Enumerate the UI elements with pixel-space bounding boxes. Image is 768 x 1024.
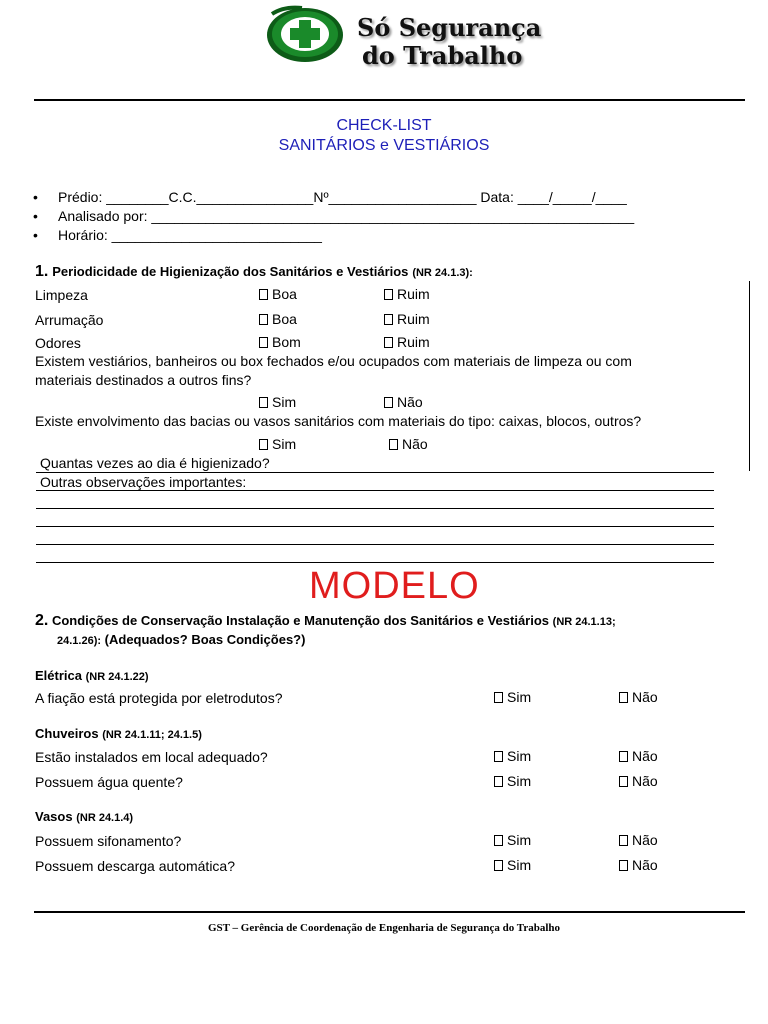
checkbox-icon: [259, 314, 268, 325]
checkbox-icon: [259, 289, 268, 300]
checkbox-odores-ruim[interactable]: Ruim: [384, 334, 430, 350]
section2-ref-line1: (NR 24.1.13;: [552, 616, 616, 628]
checkbox-icon: [494, 692, 503, 703]
checkbox-icon: [619, 860, 628, 871]
question-sifonamento: Possuem sifonamento?: [35, 833, 182, 849]
checkbox-agua-quente-nao[interactable]: Não: [619, 773, 658, 789]
checkbox-icon: [619, 776, 628, 787]
checkbox-icon: [619, 751, 628, 762]
group-title-eletrica: Elétrica (NR 24.1.22): [35, 668, 149, 683]
checkbox-arrumacao-ruim[interactable]: Ruim: [384, 311, 430, 327]
checkbox-fiacao-sim[interactable]: Sim: [494, 689, 531, 705]
answer-line[interactable]: [36, 490, 714, 491]
checkbox-icon: [494, 835, 503, 846]
checkbox-icon: [384, 314, 393, 325]
checkbox-arrumacao-boa[interactable]: Boa: [259, 311, 297, 327]
answer-line[interactable]: [36, 526, 714, 527]
page-title: CHECK-LIST: [336, 117, 432, 134]
section1-heading: [35, 263, 473, 281]
footer-divider: [34, 911, 745, 913]
question-descarga: Possuem descarga automática?: [35, 858, 235, 874]
answer-line[interactable]: [36, 472, 714, 473]
field-predio[interactable]: Prédio: ________C.C._______________Nº___________________ Data: ____/_____/____: [58, 189, 627, 205]
checkbox-icon: [259, 337, 268, 348]
section2-subtitle: (Adequados? Boas Condições?): [104, 632, 306, 647]
checkbox-chuveiros-local-sim[interactable]: Sim: [494, 748, 531, 764]
page-subtitle: SANITÁRIOS e VESTIÁRIOS: [278, 137, 490, 154]
checkbox-icon: [619, 835, 628, 846]
checkbox-limpeza-boa[interactable]: Boa: [259, 286, 297, 302]
row-label-limpeza: Limpeza: [35, 287, 88, 303]
checkbox-icon: [259, 397, 268, 408]
question-observacoes: Outras observações importantes:: [40, 474, 247, 490]
bullet-icon: •: [33, 189, 38, 205]
question-higienizado: Quantas vezes ao dia é higienizado?: [40, 455, 270, 471]
section2-number: 2.: [35, 612, 49, 629]
checkbox-limpeza-ruim[interactable]: Ruim: [384, 286, 430, 302]
header-divider: [34, 99, 745, 101]
checkbox-descarga-nao[interactable]: Não: [619, 857, 658, 873]
checkbox-icon: [494, 751, 503, 762]
group-title-chuveiros: Chuveiros (NR 24.1.11; 24.1.5): [35, 726, 202, 741]
checkbox-vestiarios-nao[interactable]: Não: [384, 394, 423, 410]
question-vestiarios-line2: materiais destinados a outros fins?: [35, 372, 252, 388]
group-title-vasos: Vasos (NR 24.1.4): [35, 809, 134, 824]
question-chuveiros-local: Estão instalados em local adequado?: [35, 749, 268, 765]
row-label-odores: Odores: [35, 335, 81, 351]
watermark-modelo: MODELO: [309, 565, 480, 607]
row-label-arrumacao: Arrumação: [35, 312, 104, 328]
checkbox-icon: [494, 860, 503, 871]
checkbox-icon: [259, 439, 268, 450]
field-analisado-por[interactable]: Analisado por: ______________________________________________________________: [58, 208, 635, 224]
checkbox-icon: [619, 692, 628, 703]
question-fiacao: A fiação está protegida por eletrodutos?: [35, 690, 283, 706]
section2-title: Condições de Conservação Instalação e Manutenção dos Sanitários e Vestiários: [51, 613, 550, 628]
checkbox-icon: [389, 439, 398, 450]
checkbox-bacias-sim[interactable]: Sim: [259, 436, 296, 452]
margin-change-bar: [749, 281, 750, 471]
checkbox-vestiarios-sim[interactable]: Sim: [259, 394, 296, 410]
checkbox-odores-bom[interactable]: Bom: [259, 334, 301, 350]
logo-cross-icon: [264, 4, 346, 64]
question-vestiarios-line1: Existem vestiários, banheiros ou box fechados e/ou ocupados com materiais de limpeza ou com: [35, 353, 632, 369]
checkbox-icon: [384, 337, 393, 348]
checkbox-bacias-nao[interactable]: Não: [389, 436, 428, 452]
section2-heading-line2: [57, 632, 305, 649]
section2-heading-line1: [35, 613, 616, 630]
answer-line[interactable]: [36, 508, 714, 509]
section1-ref: (NR 24.1.3):: [412, 267, 473, 279]
section1-title: Periodicidade de Higienização dos Sanitários e Vestiários: [52, 264, 409, 279]
footer-text: GST – Gerência de Coordenação de Engenharia de Segurança do Trabalho: [207, 922, 561, 934]
logo-text-line1: Só Segurança: [357, 13, 542, 42]
answer-line[interactable]: [36, 562, 714, 563]
section2-ref-line2: 24.1.26):: [57, 635, 102, 647]
answer-line[interactable]: [36, 544, 714, 545]
question-agua-quente: Possuem água quente?: [35, 774, 183, 790]
checkbox-chuveiros-local-nao[interactable]: Não: [619, 748, 658, 764]
checkbox-icon: [384, 397, 393, 408]
checkbox-agua-quente-sim[interactable]: Sim: [494, 773, 531, 789]
logo-text-line2: do Trabalho: [362, 41, 523, 70]
bullet-icon: •: [33, 208, 38, 224]
checkbox-icon: [494, 776, 503, 787]
field-horario[interactable]: Horário: ___________________________: [58, 227, 322, 243]
section1-number: 1.: [35, 263, 49, 280]
checkbox-sifonamento-sim[interactable]: Sim: [494, 832, 531, 848]
checkbox-descarga-sim[interactable]: Sim: [494, 857, 531, 873]
checkbox-fiacao-nao[interactable]: Não: [619, 689, 658, 705]
question-bacias: Existe envolvimento das bacias ou vasos sanitários com materiais do tipo: caixas, blocos, outros?: [35, 413, 642, 429]
bullet-icon: •: [33, 227, 38, 243]
checkbox-icon: [384, 289, 393, 300]
checkbox-sifonamento-nao[interactable]: Não: [619, 832, 658, 848]
